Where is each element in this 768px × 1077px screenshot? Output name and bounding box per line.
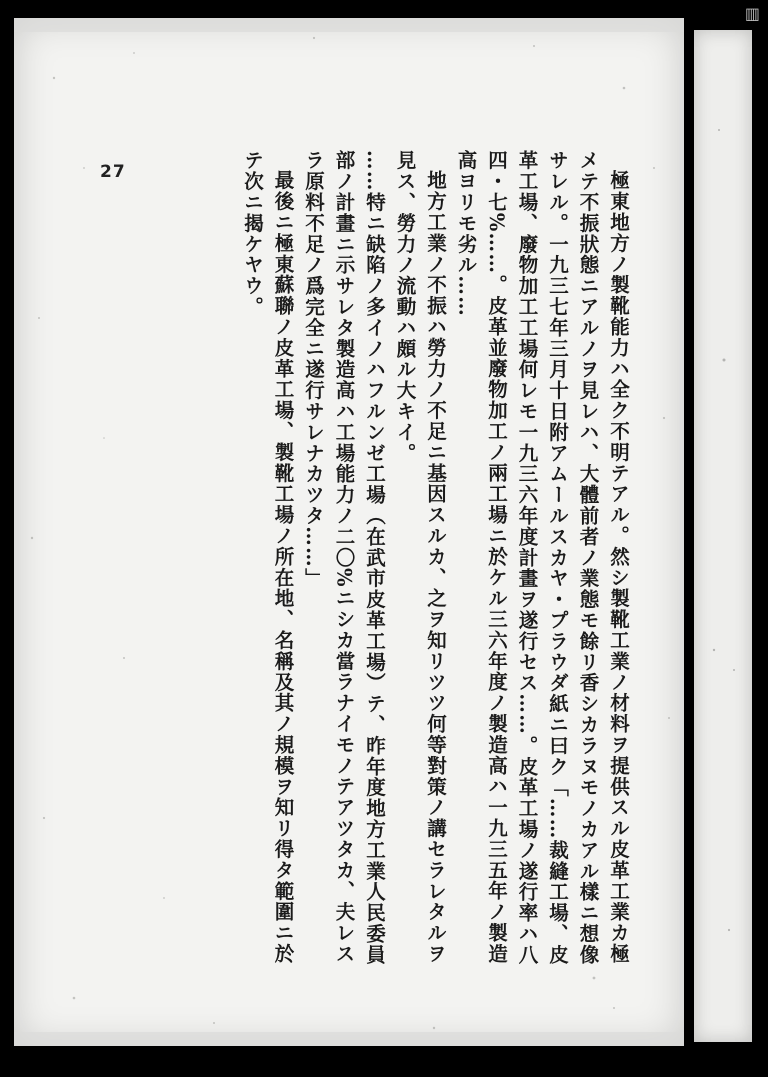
scan-corner-mark: ▥: [744, 4, 760, 23]
vertical-body-text: [237, 150, 634, 980]
paragraph-3: ……特ニ缺陷ノ多イノハフルンゼ工場（在武市皮革工場）テ、昨年度地方工業人民委員部ノ計畫ニ示サレタ製造高ハ工場能力ノ二〇%ニシカ當ラナイモノテアツタカ、夫レスラ原料不足ノ爲完全ニ遂行サレナカツタ……」: [302, 150, 386, 966]
edge-texture: [694, 30, 752, 1042]
paragraph-4: 最後ニ極東蘇聯ノ皮革工場、製靴工場ノ所在地、名稱及其ノ規模ヲ知リ得タ範圍ニ於テ次ニ揭ケヤウ。: [241, 150, 295, 964]
page-number: 27: [100, 162, 126, 182]
paragraph-2: 地方工業ノ不振ハ勞力ノ不足ニ基因スルカ、之ヲ知リツツ何等對策ノ講セラレタルヲ見ス、勞力ノ流動ハ頗ル大キイ。: [393, 150, 447, 964]
paragraph-1: 極東地方ノ製靴能力ハ全ク不明テアル。然シ製靴工業ノ材料ヲ提供スル皮革工業カ極メテ不振狀態ニアルノヲ見レハ、大體前者ノ業態モ餘リ香シカラヌモノカアル樣ニ想像サレル。一九三七年三月十日附アムールスカヤ・プラウダ紙ニ曰ク「……裁縫工場、皮革工場、廢物加工工場何レモ一九三六年度計畫ヲ遂行セス……。皮革工場ノ遂行率ハ八四・七%……。皮革並廢物加工ノ兩工場ニ於ケル三六年度ノ製造高ハ一九三五年ノ製造高ヨリモ劣ル……: [454, 150, 630, 966]
adjacent-page-edge: [694, 30, 752, 1042]
